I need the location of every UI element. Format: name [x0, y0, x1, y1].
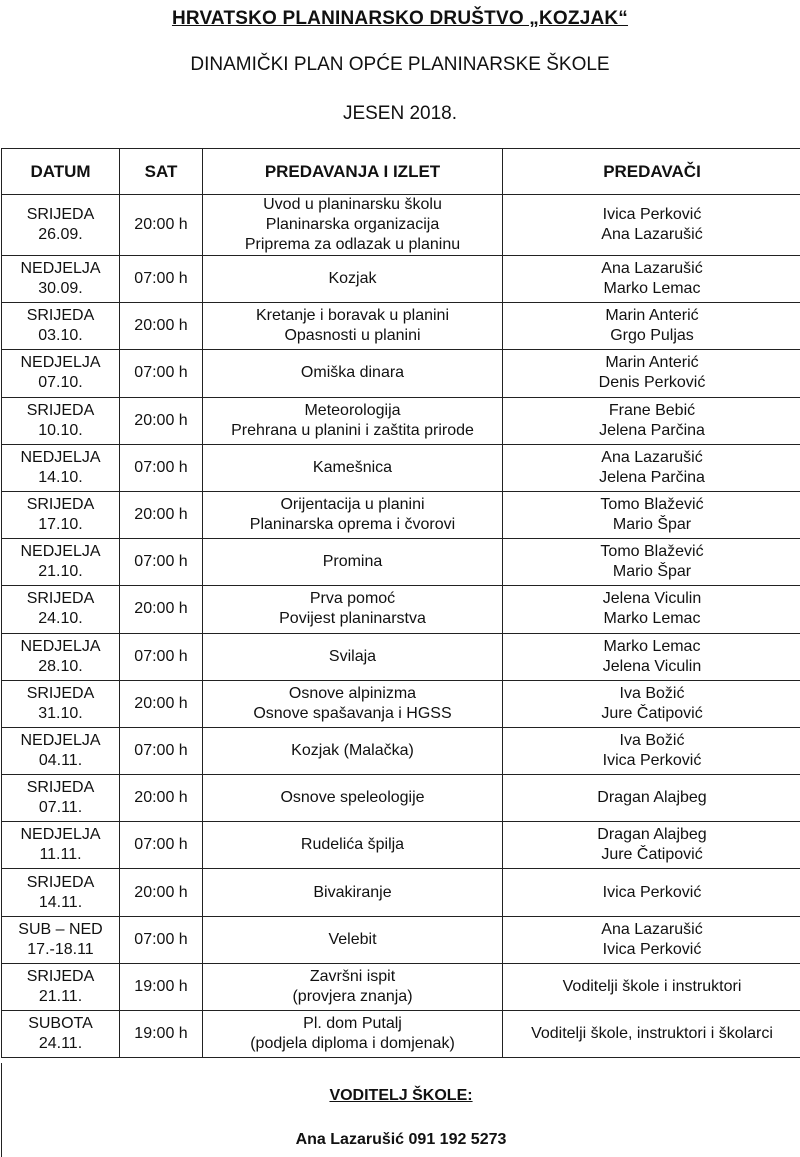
lecturer-name: Ana Lazarušić	[601, 260, 703, 278]
day-label: SUBOTA	[28, 1015, 93, 1033]
topic-cell	[203, 256, 503, 303]
lecturers-cell	[503, 963, 800, 1010]
topic-cell	[203, 727, 503, 774]
lecturer-name: Iva Božić	[619, 684, 685, 702]
time-cell: 07:00 h	[120, 539, 203, 586]
lecturer-name: Jelena Viculin	[602, 657, 702, 675]
date-cell	[2, 303, 120, 350]
date-cell	[2, 916, 120, 963]
date-label: 10.10.	[38, 421, 83, 439]
lecturer-name: Marin Anterić	[605, 354, 699, 372]
topic-line: Svilaja	[328, 647, 377, 665]
table-row	[2, 822, 800, 869]
time-cell: 20:00 h	[120, 586, 203, 633]
topic-cell	[203, 680, 503, 727]
lecturers-cell	[503, 680, 800, 727]
date-label: 17.-18.11	[27, 940, 94, 958]
lecturer-name: Frane Bebić	[608, 401, 696, 419]
lecturer-name: Dragan Alajbeg	[597, 826, 707, 844]
lecturer-name: Marko Lemac	[603, 610, 701, 628]
lecturer-name: Ivica Perković	[602, 940, 702, 958]
topic-cell	[203, 775, 503, 822]
school-leader-label: VODITELJ ŠKOLE:	[329, 1087, 473, 1104]
lecturer-name: Jure Čatipović	[601, 704, 703, 722]
date-cell	[2, 727, 120, 774]
lecturers-cell	[503, 727, 800, 774]
day-label: SRIJEDA	[26, 206, 95, 223]
date-label: 30.09.	[38, 280, 83, 298]
topic-cell	[203, 350, 503, 397]
date-cell	[2, 491, 120, 538]
table-header-row	[2, 149, 800, 195]
date-label: 24.11.	[38, 1035, 83, 1053]
topic-line: Omiška dinara	[300, 364, 405, 382]
table-row	[2, 916, 800, 963]
time-cell: 20:00 h	[120, 680, 203, 727]
date-cell	[2, 963, 120, 1010]
day-label: NEDJELJA	[20, 543, 101, 561]
lecturers-cell	[503, 256, 800, 303]
day-label: SRIJEDA	[26, 307, 95, 325]
topic-cell	[203, 1011, 503, 1058]
date-label: 14.11.	[38, 893, 83, 911]
table-row	[2, 680, 800, 727]
topic-line: Kozjak (Malačka)	[291, 741, 414, 759]
day-label: SRIJEDA	[26, 684, 95, 702]
lecturer-name: Mario Špar	[612, 563, 692, 581]
date-label: 28.10.	[38, 657, 83, 675]
lecturer-name: Ana Lazarušić	[601, 448, 703, 466]
table-row	[2, 963, 800, 1010]
date-label: 31.10.	[38, 704, 83, 722]
plan-subtitle: DINAMIČKI PLAN OPĆE PLANINARSKE ŠKOLE	[190, 54, 610, 75]
time-cell: 07:00 h	[120, 633, 203, 680]
date-label: 26.09.	[38, 226, 83, 243]
lecturer-name: Ana Lazarušić	[601, 226, 703, 243]
lecturer-name: Voditelji škole i instruktori	[562, 977, 742, 995]
topic-line: Uvod u planinarsku školu	[263, 196, 442, 213]
lecturers-cell	[503, 303, 800, 350]
topic-line: Priprema za odlazak u planinu	[244, 236, 461, 253]
table-row	[2, 491, 800, 538]
date-cell	[2, 1011, 120, 1058]
lecturer-name: Mario Špar	[612, 516, 692, 534]
topic-line: (provjera znanja)	[292, 987, 413, 1005]
topic-cell	[203, 539, 503, 586]
topic-cell	[203, 195, 503, 256]
lecturers-cell	[503, 775, 800, 822]
topic-cell	[203, 916, 503, 963]
topic-line: Planinarska oprema i čvorovi	[249, 516, 456, 534]
lecturer-name: Jelena Parčina	[599, 468, 705, 486]
lecturer-name: Dragan Alajbeg	[597, 789, 707, 807]
time-cell: 07:00 h	[120, 822, 203, 869]
time-cell: 20:00 h	[120, 195, 203, 256]
day-label: SRIJEDA	[26, 590, 95, 608]
date-cell	[2, 822, 120, 869]
topic-line: Povijest planinarstva	[279, 610, 426, 628]
lecturer-name: Ivica Perković	[602, 206, 702, 223]
date-cell	[2, 195, 120, 256]
lecturer-name: Iva Božić	[619, 731, 685, 749]
date-cell	[2, 633, 120, 680]
time-cell: 07:00 h	[120, 444, 203, 491]
lecturer-name: Marko Lemac	[603, 637, 701, 655]
topic-line: Osnove spašavanja i HGSS	[253, 704, 452, 722]
lecturer-name: Grgo Puljas	[610, 327, 694, 345]
table-row	[2, 303, 800, 350]
lecturer-name: Jure Čatipović	[601, 846, 703, 864]
time-cell: 20:00 h	[120, 397, 203, 444]
day-label: NEDJELJA	[20, 637, 101, 655]
day-label: SRIJEDA	[26, 967, 95, 985]
date-cell	[2, 869, 120, 916]
topic-line: Velebit	[328, 930, 377, 948]
topic-line: (podjela diploma i domjenak)	[250, 1035, 455, 1053]
topic-line: Opasnosti u planini	[284, 327, 421, 345]
lecturer-name: Jelena Viculin	[602, 590, 702, 608]
table-row	[2, 539, 800, 586]
day-label: SUB – NED	[18, 920, 103, 938]
date-label: 04.11.	[38, 751, 83, 769]
day-label: SRIJEDA	[26, 401, 95, 419]
column-header-predavaci: PREDAVAČI	[503, 149, 800, 195]
day-label: NEDJELJA	[20, 731, 101, 749]
lecturer-name: Ivica Perković	[602, 883, 702, 901]
topic-cell	[203, 869, 503, 916]
lecturers-cell	[503, 397, 800, 444]
time-cell: 07:00 h	[120, 727, 203, 774]
time-cell: 20:00 h	[120, 491, 203, 538]
lecturer-name: Denis Perković	[598, 374, 706, 392]
date-label: 11.11.	[39, 846, 82, 864]
date-label: 24.10.	[38, 610, 83, 628]
topic-cell	[203, 586, 503, 633]
date-label: 17.10.	[38, 516, 83, 534]
lecturers-cell	[503, 350, 800, 397]
table-row	[2, 1011, 800, 1058]
schedule-table	[1, 148, 800, 1058]
topic-line: Planinarska organizacija	[265, 216, 440, 233]
date-cell	[2, 680, 120, 727]
topic-line: Orijentacija u planini	[280, 496, 425, 514]
date-label: 21.11.	[38, 987, 83, 1005]
topic-cell	[203, 444, 503, 491]
lecturers-cell	[503, 916, 800, 963]
time-cell: 07:00 h	[120, 350, 203, 397]
school-leader-contact: Ana Lazarušić 091 192 5273	[295, 1131, 507, 1148]
topic-line: Osnove speleologije	[280, 789, 425, 807]
table-row	[2, 633, 800, 680]
table-row	[2, 586, 800, 633]
day-label: NEDJELJA	[20, 354, 101, 372]
table-row	[2, 397, 800, 444]
table-row	[2, 195, 800, 256]
day-label: SRIJEDA	[26, 873, 95, 891]
time-cell: 20:00 h	[120, 303, 203, 350]
lecturer-name: Marin Anterić	[605, 307, 699, 325]
time-cell: 20:00 h	[120, 869, 203, 916]
topic-line: Rudelića špilja	[300, 836, 405, 854]
footer	[1, 1063, 800, 1157]
topic-line: Promina	[322, 553, 383, 571]
lecturers-cell	[503, 633, 800, 680]
topic-line: Kozjak	[328, 270, 377, 288]
table-row	[2, 775, 800, 822]
day-label: NEDJELJA	[20, 826, 101, 844]
column-header-predavanja: PREDAVANJA I IZLET	[203, 149, 503, 195]
topic-line: Prehrana u planini i zaštita prirode	[231, 421, 474, 439]
time-cell: 20:00 h	[120, 775, 203, 822]
topic-line: Kretanje i boravak u planini	[255, 307, 449, 325]
topic-line: Završni ispit	[309, 967, 396, 985]
table-row	[2, 869, 800, 916]
date-cell	[2, 586, 120, 633]
topic-line: Bivakiranje	[313, 883, 392, 901]
lecturers-cell	[503, 195, 800, 256]
date-label: 14.10.	[38, 468, 83, 486]
topic-cell	[203, 397, 503, 444]
lecturers-cell	[503, 539, 800, 586]
topic-line: Kamešnica	[312, 458, 393, 476]
lecturer-name: Tomo Blažević	[600, 496, 704, 514]
table-row	[2, 444, 800, 491]
lecturers-cell	[503, 1011, 800, 1058]
day-label: NEDJELJA	[20, 260, 101, 278]
lecturer-name: Marko Lemac	[603, 280, 701, 298]
lecturer-name: Ana Lazarušić	[601, 920, 703, 938]
topic-cell	[203, 633, 503, 680]
lecturers-cell	[503, 822, 800, 869]
date-cell	[2, 256, 120, 303]
topic-cell	[203, 303, 503, 350]
day-label: NEDJELJA	[20, 448, 101, 466]
date-label: 07.11.	[38, 799, 83, 817]
date-cell	[2, 444, 120, 491]
topic-line: Pl. dom Putalj	[303, 1015, 402, 1033]
day-label: SRIJEDA	[26, 779, 95, 797]
time-cell: 07:00 h	[120, 916, 203, 963]
lecturers-cell	[503, 491, 800, 538]
topic-cell	[203, 963, 503, 1010]
topic-cell	[203, 491, 503, 538]
topic-line: Prva pomoć	[309, 590, 396, 608]
date-cell	[2, 775, 120, 822]
lecturers-cell	[503, 444, 800, 491]
lecturers-cell	[503, 869, 800, 916]
day-label: SRIJEDA	[26, 496, 95, 514]
date-cell	[2, 539, 120, 586]
date-label: 21.10.	[38, 563, 83, 581]
column-header-sat: SAT	[120, 149, 203, 195]
topic-cell	[203, 822, 503, 869]
lecturer-name: Ivica Perković	[602, 751, 702, 769]
topic-line: Osnove alpinizma	[288, 684, 417, 702]
time-cell: 19:00 h	[120, 963, 203, 1010]
time-cell: 19:00 h	[120, 1011, 203, 1058]
time-cell: 07:00 h	[120, 256, 203, 303]
table-row	[2, 350, 800, 397]
lecturer-name: Voditelji škole, instruktori i školarci	[531, 1025, 773, 1043]
date-label: 03.10.	[38, 327, 83, 345]
date-cell	[2, 350, 120, 397]
schedule-rows	[2, 195, 800, 1058]
organization-title: HRVATSKO PLANINARSKO DRUŠTVO „KOZJAK“	[171, 8, 629, 29]
table-row	[2, 727, 800, 774]
lecturer-name: Tomo Blažević	[600, 543, 704, 561]
lecturers-cell	[503, 586, 800, 633]
table-row	[2, 256, 800, 303]
column-header-datum: DATUM	[2, 149, 120, 195]
lecturer-name: Jelena Parčina	[599, 421, 705, 439]
date-label: 07.10.	[38, 374, 83, 392]
date-cell	[2, 397, 120, 444]
topic-line: Meteorologija	[304, 401, 401, 419]
season-label: JESEN 2018.	[342, 103, 458, 124]
